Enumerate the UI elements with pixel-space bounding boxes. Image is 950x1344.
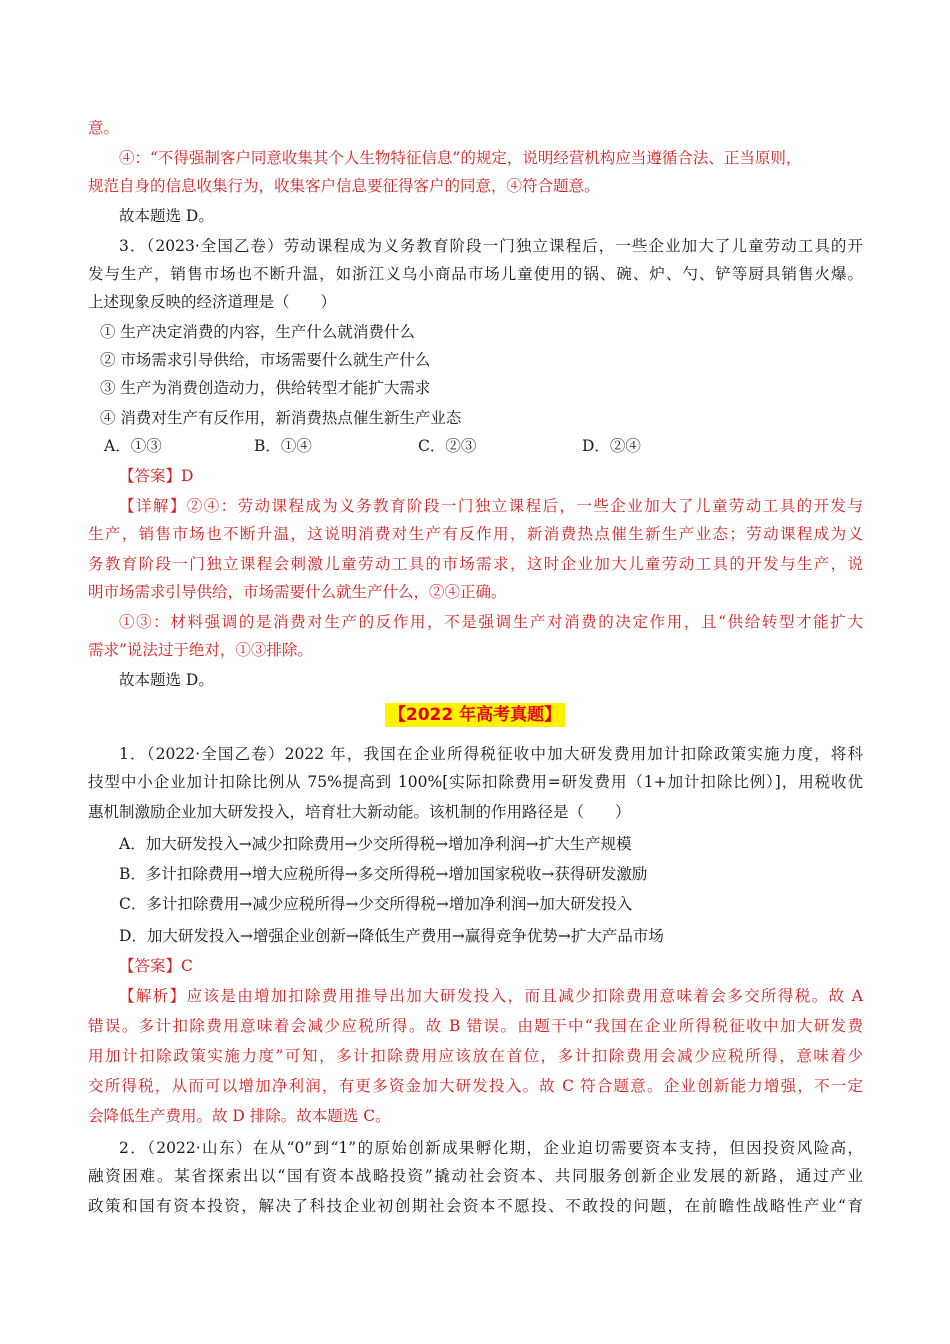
detail-line: 明市场需求引导供给，市场需要什么就生产什么，②④正确。 — [88, 583, 507, 601]
option-a: A．①③ — [104, 437, 162, 455]
section-banner: 【2022 年高考真题】 — [385, 703, 565, 727]
option-a: A．加大研发投入→减少扣除费用→少交所得税→增加净利润→扩大生产规模 — [119, 835, 632, 853]
option-d: D．②④ — [582, 437, 641, 455]
analysis-line: 规范自身的信息收集行为，收集客户信息要征得客户的同意，④符合题意。 — [88, 177, 600, 195]
question-2-text: 2．（2022·山东）在从“0”到“1”的原始创新成果孵化期，企业迫切需要资本支持，但因投资风险高， — [119, 1139, 863, 1157]
analysis-line: ④：“不得强制客户同意收集其个人生物特征信息”的规定，说明经营机构应当遵循合法、正当原则， — [119, 149, 802, 167]
question-3-text: 发与生产，销售市场也不断升温，如浙江义乌小商品市场儿童使用的锅、碗、炉、勺、铲等厨具销售火爆。 — [88, 265, 863, 283]
detail-line: ①③：材料强调的是消费对生产的反作用，不是强调生产对消费的决定作用，且“供给转型才能扩大 — [119, 613, 863, 631]
statement-3: ③ 生产为消费创造动力，供给转型才能扩大需求 — [100, 379, 431, 397]
detail-line: 务教育阶段一门独立课程会刺激儿童劳动工具的市场需求，这时企业加大儿童劳动工具的开发与生产，说 — [88, 555, 863, 573]
option-b: B．①④ — [254, 437, 312, 455]
detail-line: 生产，销售市场也不断升温，这说明消费对生产有反作用，新消费热点催生新生产业态；劳动课程成为义 — [88, 525, 863, 543]
section-heading — [0, 703, 950, 727]
statement-4: ④ 消费对生产有反作用，新消费热点催生新生产业态 — [100, 409, 462, 427]
option-d: D．加大研发投入→增强企业创新→降低生产费用→赢得竞争优势→扩大产品市场 — [119, 927, 664, 945]
option-c: C．②③ — [418, 437, 477, 455]
statement-2: ② 市场需求引导供给，市场需要什么就生产什么 — [100, 351, 431, 369]
question-3-text: 上述现象反映的经济道理是（ ） — [88, 293, 337, 311]
explanation-line: 交所得税，从而可以增加净利润，有更多资金加大研发投入。故 C 符合题意。企业创新能力增强，不一定 — [88, 1077, 863, 1095]
answer-line: 【答案】C — [119, 957, 193, 975]
question-1-text: 惠机制激励企业加大研发投入，培育壮大新动能。该机制的作用路径是（ ） — [88, 803, 631, 821]
answer-line: 【答案】D — [119, 467, 194, 485]
question-2-text: 融资困难。某省探索出以“国有资本战略投资”撬动社会资本、共同服务创新企业发展的新路，通过产业 — [88, 1167, 863, 1185]
option-b: B．多计扣除费用→增大应税所得→多交所得税→增加国家税收→获得研发激励 — [119, 865, 648, 883]
explanation-line: 【解析】应该是由增加扣除费用推导出加大研发投入，而且减少扣除费用意味着会多交所得税。故 A — [119, 987, 863, 1005]
detail-line: 需求”说法过于绝对，①③排除。 — [88, 641, 313, 659]
conclusion-line: 故本题选 D。 — [119, 207, 214, 225]
question-1-text: 1．（2022·全国乙卷）2022 年，我国在企业所得税征收中加大研发费用加计扣除政策实施力度，将科 — [119, 745, 863, 763]
conclusion-line: 故本题选 D。 — [119, 671, 214, 689]
explanation-line: 错误。多计扣除费用意味着会减少应税所得。故 B 错误。由题干中“我国在企业所得税征收中加大研发费 — [88, 1017, 863, 1035]
detail-line: 【详解】②④：劳动课程成为义务教育阶段一门独立课程后，一些企业加大了儿童劳动工具的开发与 — [119, 497, 863, 515]
explanation-line: 会降低生产费用。故 D 排除。故本题选 C。 — [88, 1107, 391, 1125]
statement-1: ① 生产决定消费的内容，生产什么就消费什么 — [100, 323, 415, 341]
analysis-line: 意。 — [88, 119, 120, 137]
option-c: C．多计扣除费用→减少应税所得→少交所得税→增加净利润→加大研发投入 — [119, 895, 633, 913]
question-2-text: 政策和国有资本投资，解决了科技企业初创期社会资本不愿投、不敢投的问题，在前瞻性战略性产业“育 — [88, 1197, 863, 1215]
question-3-text: 3．（2023·全国乙卷）劳动课程成为义务教育阶段一门独立课程后，一些企业加大了儿童劳动工具的开 — [119, 237, 863, 255]
question-1-text: 技型中小企业加计扣除比例从 75%提高到 100%[实际扣除费用=研发费用（1+加计扣除比例）]，用税收优 — [88, 773, 863, 791]
explanation-line: 用加计扣除政策实施力度”可知，多计扣除费用应该放在首位，多计扣除费用会减少应税所得，意味着少 — [88, 1047, 863, 1065]
